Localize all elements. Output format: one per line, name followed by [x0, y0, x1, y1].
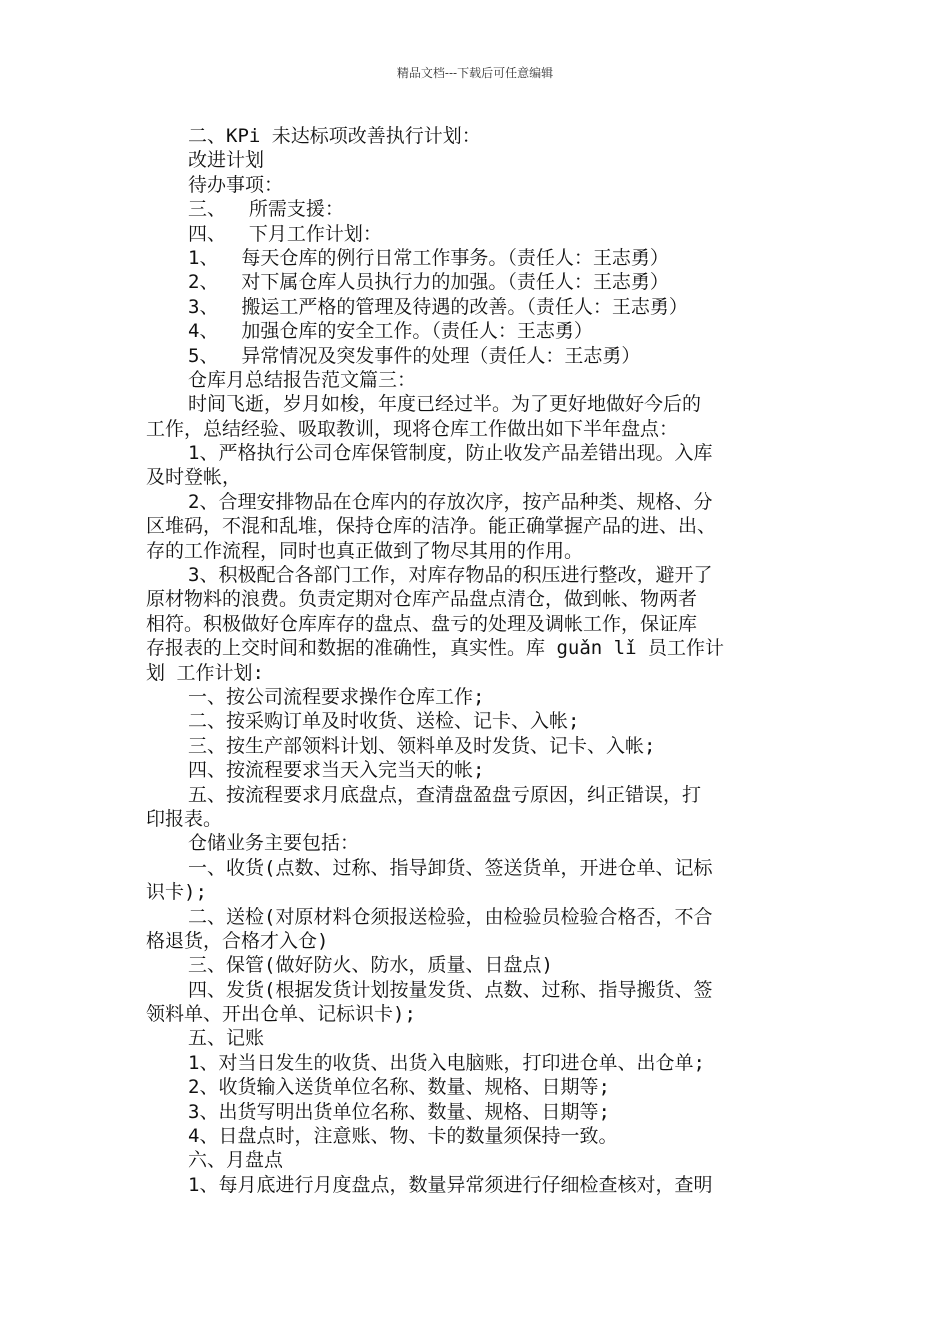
- text-line: 2、合理安排物品在仓库内的存放次序，按产品种类、规格、分: [188, 490, 713, 513]
- text-line: 2、收货输入送货单位名称、数量、规格、日期等;: [188, 1076, 610, 1099]
- text-line: 时间飞逝，岁月如梭，年度已经过半。为了更好地做好今后的: [188, 393, 702, 416]
- text-line: 五、记账: [188, 1027, 265, 1050]
- document-body: [146, 124, 821, 1197]
- text-line: 划 工作计划:: [146, 661, 264, 684]
- text-line: 五、按流程要求月底盘点，查清盘盈盘亏原因，纠正错误，打: [188, 783, 702, 806]
- text-line: 1、严格执行公司仓库保管制度，防止收发产品差错出现。入库: [188, 442, 713, 465]
- page-header: 精品文档---下载后可任意编辑: [396, 66, 554, 80]
- text-line: 三、 所需支援：: [188, 198, 344, 221]
- text-line: 四、发货(根据发货计划按量发货、点数、过称、指导搬货、签: [188, 978, 713, 1001]
- text-line: 1、每月底进行月度盘点，数量异常须进行仔细检查核对，查明: [188, 1173, 713, 1196]
- text-line: 3、出货写明出货单位名称、数量、规格、日期等;: [188, 1100, 610, 1123]
- text-line: 相符。积极做好仓库库存的盘点、盘亏的处理及调帐工作，保证库: [146, 612, 698, 635]
- text-line: 原材物料的浪费。负责定期对仓库产品盘点清仓，做到帐、物两者: [146, 588, 698, 611]
- text-line: 仓库月总结报告范文篇三：: [188, 368, 417, 391]
- text-line: 识卡);: [146, 881, 207, 904]
- text-line: 二、KPi 未达标项改善执行计划：: [188, 125, 481, 147]
- text-line: 四、按流程要求当天入完当天的帐;: [188, 759, 485, 782]
- text-line: 存的工作流程，同时也真正做到了物尽其用的作用。: [146, 539, 584, 562]
- text-line: 4、日盘点时，注意账、物、卡的数量须保持一致。: [188, 1125, 618, 1148]
- text-line: 三、保管(做好防火、防水，质量、日盘点): [188, 954, 553, 977]
- text-line: 领料单、开出仓单、记标识卡);: [146, 1003, 416, 1026]
- text-line: 三、按生产部领料计划、领料单及时发货、记卡、入帐;: [188, 734, 656, 757]
- text-line: 四、 下月工作计划：: [188, 222, 382, 245]
- text-line: 一、按公司流程要求操作仓库工作;: [188, 685, 485, 708]
- text-line: 二、按采购订单及时收货、送检、记卡、入帐;: [188, 710, 580, 733]
- text-line: 1、 每天仓库的例行日常工作事务。（责任人：王志勇）: [188, 246, 669, 269]
- text-line: 5、 异常情况及突发事件的处理（责任人：王志勇）: [188, 344, 641, 367]
- text-line: 待办事项：: [188, 173, 284, 196]
- text-line: 印报表。: [146, 807, 223, 830]
- text-line: 1、对当日发生的收货、出货入电脑账，打印进仓单、出仓单;: [188, 1051, 705, 1074]
- text-line: 工作，总结经验、吸取教训，现将仓库工作做出如下半年盘点：: [146, 417, 679, 440]
- text-line: 存报表的上交时间和数据的准确性，真实性。库 guǎn lǐ 员工作计: [146, 637, 724, 660]
- text-line: 4、 加强仓库的安全工作。（责任人：王志勇）: [188, 320, 593, 343]
- text-line: 仓储业务主要包括：: [188, 832, 360, 855]
- text-line: 3、 搬运工严格的管理及待遇的改善。（责任人：王志勇）: [188, 295, 688, 318]
- text-line: 一、收货(点数、过称、指导卸货、签送货单，开进仓单、记标: [188, 856, 713, 879]
- text-line: 2、 对下属仓库人员执行力的加强。（责任人：王志勇）: [188, 271, 669, 294]
- text-line: 二、送检(对原材料仓须报送检验，由检验员检验合格否，不合: [188, 905, 713, 928]
- text-line: 格退货，合格才入仓): [146, 929, 329, 952]
- text-line: 3、积极配合各部门工作，对库存物品的积压进行整改，避开了: [188, 564, 713, 587]
- text-line: 改进计划: [188, 149, 265, 172]
- text-line: 六、月盘点: [188, 1149, 284, 1172]
- text-line: 区堆码，不混和乱堆，保持仓库的洁净。能正确掌握产品的进、出、: [146, 515, 717, 538]
- text-line: 及时登帐，: [146, 466, 242, 489]
